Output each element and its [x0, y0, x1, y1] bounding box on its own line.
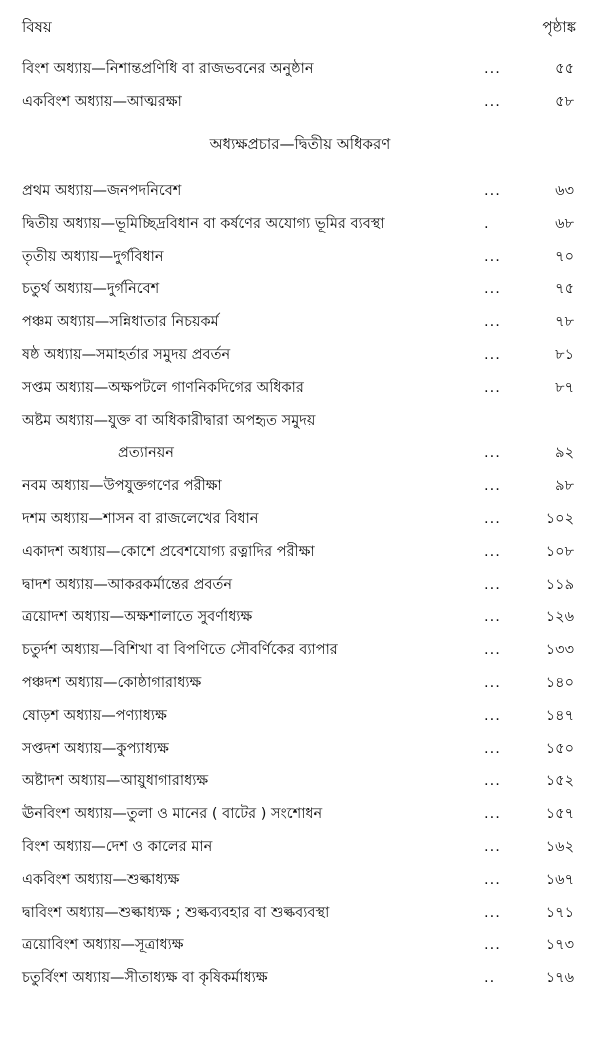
toc-entry-title: দশম অধ্যায়—শাসন বা রাজলেখের বিধান	[22, 511, 259, 527]
leader-dots: ...	[484, 806, 501, 822]
subject-header: বিষয়	[22, 18, 52, 36]
toc-row	[0, 56, 600, 82]
toc-page-number: ১২৬	[545, 609, 574, 625]
toc-row	[0, 670, 600, 696]
toc-row	[0, 178, 600, 204]
toc-entry-title: একাদশ অধ্যায়—কোশে প্রবেশযোগ্য রত্নাদির পরীক্ষা	[22, 544, 315, 560]
toc-page-number: ১৭৩	[545, 937, 574, 953]
leader-dots: ...	[484, 872, 501, 888]
leader-dots: ...	[484, 544, 501, 560]
toc-row	[0, 867, 600, 893]
toc-row	[0, 309, 600, 335]
leader-dots: ...	[484, 708, 501, 724]
toc-page-number: ১০৮	[545, 544, 574, 560]
toc-entry-title: দ্বিতীয় অধ্যায়—ভূমিচ্ছিদ্রবিধান বা কর্ষণের অযোগ্য ভূমির ব্যবস্থা	[22, 216, 385, 232]
toc-entry-title: নবম অধ্যায়—উপযুক্তগণের পরীক্ষা	[22, 478, 222, 494]
toc-row	[0, 604, 600, 630]
page-number-header: পৃষ্ঠাঙ্ক	[542, 18, 576, 36]
toc-page-number: ৫৫	[555, 61, 574, 77]
toc-entry-title: একবিংশ অধ্যায়—আত্মরক্ষা	[22, 94, 182, 110]
toc-page-number: ৭৫	[555, 281, 574, 297]
toc-page-number: ৮১	[555, 347, 574, 363]
toc-entry-title: ষোড়শ অধ্যায়—পণ্যাধ্যক্ষ	[22, 708, 167, 724]
toc-row	[0, 375, 600, 401]
toc-page-number: ১৭১	[545, 905, 574, 921]
leader-dots: ...	[484, 905, 501, 921]
leader-dots: ...	[484, 773, 501, 789]
toc-page-number: ১৬৭	[545, 872, 574, 888]
toc-entry-title: একবিংশ অধ্যায়—শুল্কাধ্যক্ষ	[22, 872, 180, 888]
leader-dots: ...	[484, 478, 501, 494]
toc-row	[0, 572, 600, 598]
toc-row	[0, 408, 600, 434]
toc-entry-title: অষ্টম অধ্যায়—যুক্ত বা অধিকারীদ্বারা অপহৃত সমুদয়	[22, 413, 316, 429]
toc-entry-title: দ্বাবিংশ অধ্যায়—শুল্কাধ্যক্ষ ; শুল্কব্যবহার বা শুল্কব্যবস্থা	[22, 905, 330, 921]
toc-entry-title: সপ্তদশ অধ্যায়—কুপ্যাধ্যক্ষ	[22, 741, 169, 757]
section-heading: অধ্যক্ষপ্রচার—দ্বিতীয় অধিকরণ	[209, 135, 391, 153]
leader-dots: ...	[484, 511, 501, 527]
toc-page-number: ৬৮	[555, 216, 574, 232]
toc-row	[0, 900, 600, 926]
leader-dots: .	[484, 216, 490, 232]
leader-dots: ...	[484, 675, 501, 691]
leader-dots: ...	[484, 642, 501, 658]
toc-entry-title: ষষ্ঠ অধ্যায়—সমাহর্তার সমুদয় প্রবর্তন	[22, 347, 231, 363]
toc-entry-title: সপ্তম অধ্যায়—অক্ষপটলে গাণনিকদিগের অধিকার	[22, 380, 304, 396]
leader-dots: ...	[484, 937, 501, 953]
toc-page-number: ১৪০	[545, 675, 574, 691]
toc-row	[0, 473, 600, 499]
leader-dots: ...	[484, 347, 501, 363]
toc-entry-title: বিংশ অধ্যায়—নিশান্তপ্রণিধি বা রাজভবনের অনুষ্ঠান	[22, 61, 314, 77]
leader-dots: ...	[484, 249, 501, 265]
toc-entry-title: দ্বাদশ অধ্যায়—আকরকর্মান্তের প্রবর্তন	[22, 577, 233, 593]
leader-dots: ...	[484, 577, 501, 593]
leader-dots: ...	[484, 741, 501, 757]
toc-entry-title: ঊনবিংশ অধ্যায়—তুলা ও মানের ( বাটের ) সংশোধন	[22, 806, 323, 822]
toc-entry-title: ত্রয়োদশ অধ্যায়—অক্ষশালাতে সুবর্ণাধ্যক্ষ	[22, 609, 253, 625]
leader-dots: ...	[484, 94, 501, 110]
leader-dots: ..	[484, 970, 496, 986]
toc-entry-title: পঞ্চম অধ্যায়—সন্নিধাতার নিচয়কর্ম	[22, 314, 219, 330]
toc-row	[0, 89, 600, 115]
toc-row	[0, 276, 600, 302]
toc-entry-title: অষ্টাদশ অধ্যায়—আয়ুধাগারাধ্যক্ষ	[22, 773, 209, 789]
toc-page-number: ৮৭	[555, 380, 574, 396]
toc-row	[0, 440, 600, 466]
leader-dots: ...	[484, 445, 501, 461]
toc-entry-title: ত্রয়োবিংশ অধ্যায়—সূত্রাধ্যক্ষ	[22, 937, 184, 953]
toc-row	[0, 539, 600, 565]
leader-dots: ...	[484, 609, 501, 625]
toc-page-number: ৯৮	[555, 478, 574, 494]
toc-page-number: ৫৮	[555, 94, 574, 110]
toc-row	[0, 932, 600, 958]
toc-row	[0, 506, 600, 532]
toc-page-number: ১৭৬	[545, 970, 574, 986]
leader-dots: ...	[484, 380, 501, 396]
toc-row	[0, 244, 600, 270]
toc-row	[0, 736, 600, 762]
leader-dots: ...	[484, 61, 501, 77]
toc-row	[0, 211, 600, 237]
toc-row	[0, 637, 600, 663]
toc-page-number: ৬৩	[555, 183, 574, 199]
toc-row	[0, 834, 600, 860]
toc-entry-title: প্রত্যানয়ন	[118, 445, 174, 461]
toc-row	[0, 768, 600, 794]
toc-page-number: ১১৯	[545, 577, 574, 593]
toc-entry-title: প্রথম অধ্যায়—জনপদনিবেশ	[22, 183, 182, 199]
toc-page-number: ৭০	[555, 249, 574, 265]
toc-page-number: ১৩৩	[545, 642, 574, 658]
toc-page-number: ৭৮	[555, 314, 574, 330]
toc-page-number: ১৫৭	[545, 806, 574, 822]
leader-dots: ...	[484, 314, 501, 330]
toc-page-number: ১০২	[545, 511, 574, 527]
toc-page-number: ১৬২	[545, 839, 574, 855]
toc-entry-title: চতুর্থ অধ্যায়—দুর্গনিবেশ	[22, 281, 160, 297]
toc-page-number: ১৫২	[545, 773, 574, 789]
toc-page-number: ৯২	[555, 445, 574, 461]
leader-dots: ...	[484, 183, 501, 199]
toc-page-number: ১৪৭	[545, 708, 574, 724]
leader-dots: ...	[484, 839, 501, 855]
toc-row	[0, 342, 600, 368]
toc-entry-title: চতুর্বিংশ অধ্যায়—সীতাধ্যক্ষ বা কৃষিকর্মাধ্যক্ষ	[22, 970, 268, 986]
toc-entry-title: পঞ্চদশ অধ্যায়—কোষ্ঠাগারাধ্যক্ষ	[22, 675, 202, 691]
leader-dots: ...	[484, 281, 501, 297]
toc-page-number: ১৫০	[545, 741, 574, 757]
toc-row	[0, 965, 600, 991]
toc-entry-title: বিংশ অধ্যায়—দেশ ও কালের মান	[22, 839, 213, 855]
toc-row	[0, 801, 600, 827]
toc-row	[0, 703, 600, 729]
toc-entry-title: তৃতীয় অধ্যায়—দুর্গবিধান	[22, 249, 164, 265]
toc-entry-title: চতুর্দশ অধ্যায়—বিশিখা বা বিপণিতে সৌবর্ণিকের ব্যাপার	[22, 642, 338, 658]
